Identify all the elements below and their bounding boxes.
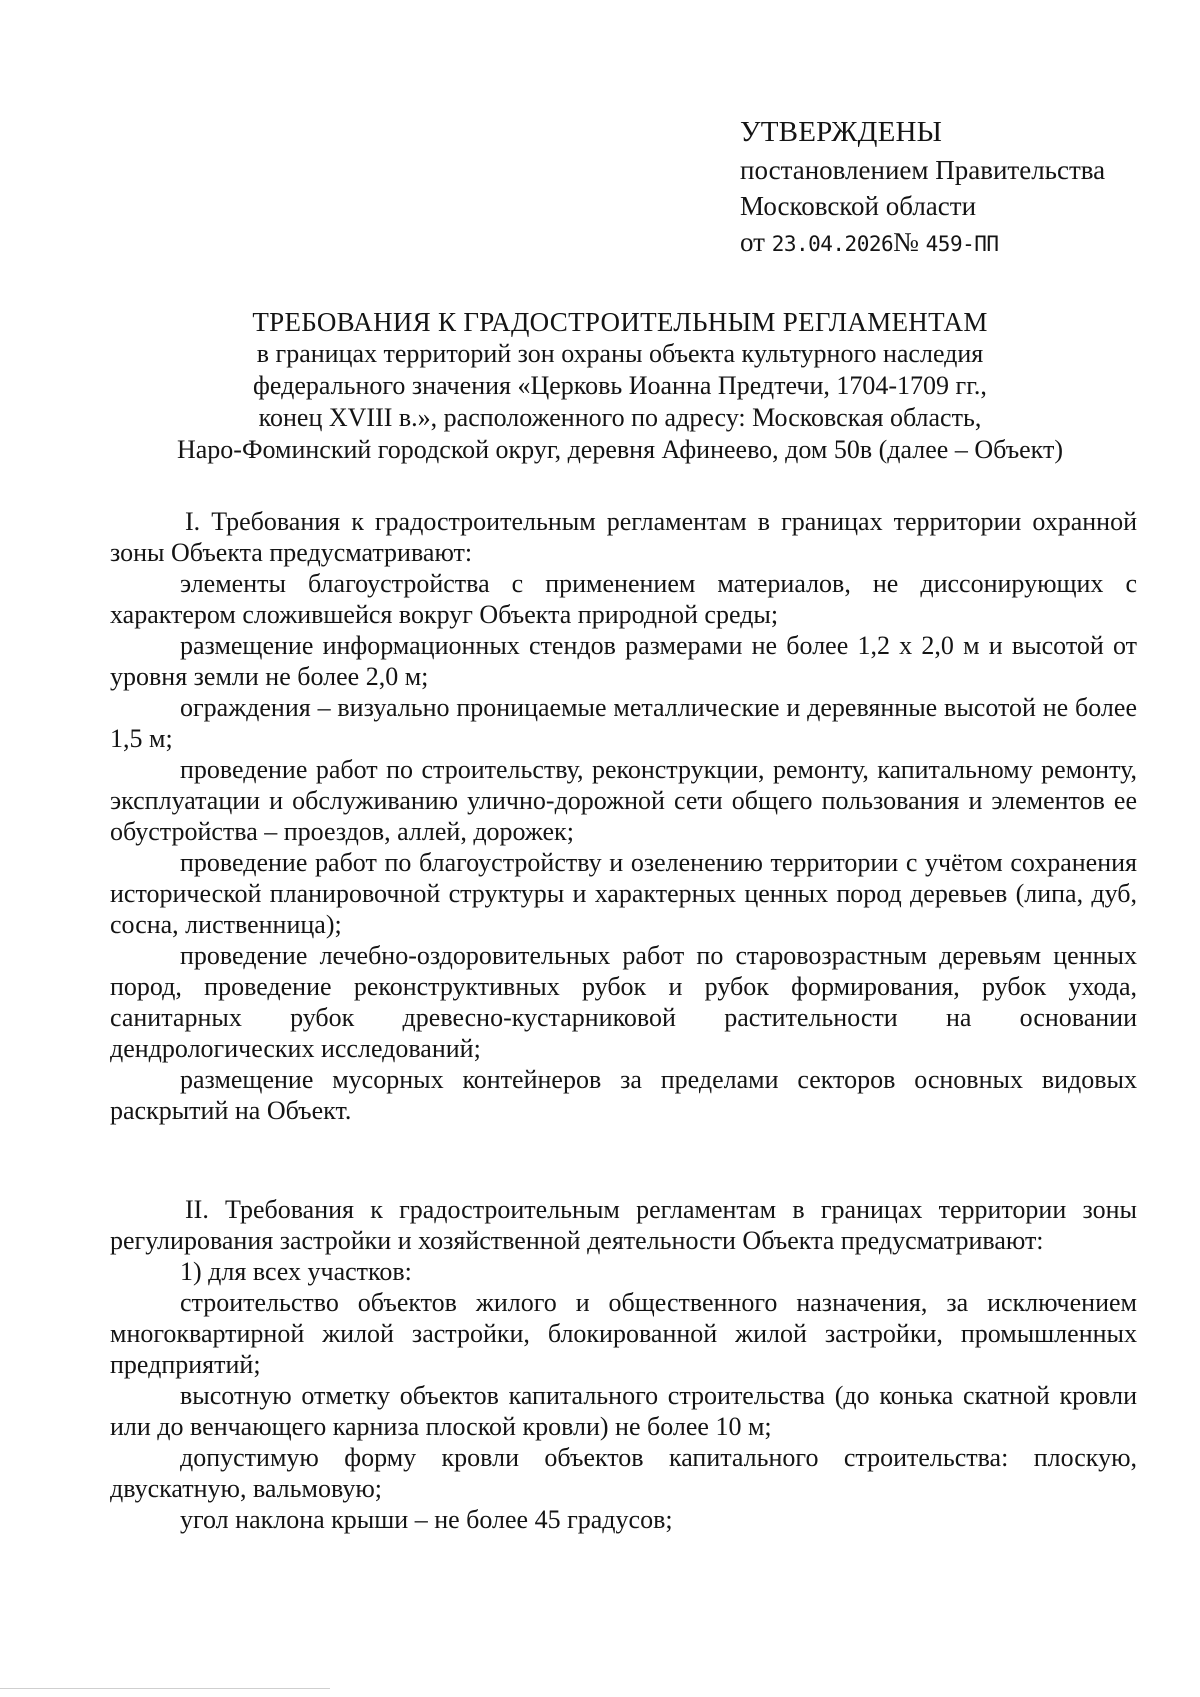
section-1-item: проведение работ по строительству, реконструкции, ремонту, капитальному ремонту, эксплуатации и обслуживанию улично-дорожной сети общего пользования и элементов ее обустройства – проездов, аллей, дорожек; <box>110 755 1137 846</box>
approval-number-sign: № <box>893 227 919 257</box>
section-1-item: проведение лечебно-оздоровительных работ по старовозрастным деревьям ценных пород, проведение реконструктивных рубок и рубок формирования, рубок ухода, санитарных рубок древесно-кустарниковой растительности на основании дендрологических исследований; <box>110 941 1137 1063</box>
approval-date-prefix: от <box>740 227 765 257</box>
approval-date-line <box>740 224 1160 262</box>
page-bottom-rule <box>0 1688 330 1689</box>
title-line-4: Наро-Фоминский городской округ, деревня Афинеево, дом 50в (далее – Объект) <box>176 435 1063 464</box>
document-title <box>120 306 1120 466</box>
section-2-item: высотную отметку объектов капитального строительства (до конька скатной кровли или до венчающего карниза плоской кровли) не более 10 м; <box>110 1381 1137 1441</box>
section-1-item: размещение мусорных контейнеров за пределами секторов основных видовых раскрытий на Объект. <box>110 1065 1137 1125</box>
section-1 <box>110 506 1137 1126</box>
section-1-item: проведение работ по благоустройству и озеленению территории с учётом сохранения исторической планировочной структуры и характерных ценных пород деревьев (липа, дуб, сосна, лиственница); <box>110 848 1137 939</box>
section-1-item: элементы благоустройства с применением материалов, не диссонирующих с характером сложившейся вокруг Объекта природной среды; <box>110 569 1137 629</box>
section-1-intro: I. Требования к градостроительным регламентам в границах территории охранной зоны Объекта предусматривают: <box>110 507 1137 567</box>
section-2-subheading: 1) для всех участков: <box>180 1257 412 1286</box>
section-2 <box>110 1194 1137 1535</box>
approval-date: 23.04.2026 <box>771 232 894 256</box>
approval-line-2: Московской области <box>740 191 977 221</box>
title-line-1: в границах территорий зон охраны объекта культурного наследия <box>256 339 984 368</box>
section-2-item: допустимую форму кровли объектов капитального строительства: плоскую, двускатную, вальмовую; <box>110 1443 1137 1503</box>
approval-line-1: постановлением Правительства <box>740 155 1106 185</box>
approval-stamp <box>740 112 1160 262</box>
title-line-2: федерального значения «Церковь Иоанна Предтечи, 1704-1709 гг., <box>253 371 987 400</box>
section-1-item: ограждения – визуально проницаемые металлические и деревянные высотой не более 1,5 м; <box>110 693 1137 753</box>
section-2-intro: II. Требования к градостроительным регламентам в границах территории зоны регулирования застройки и хозяйственной деятельности Объекта предусматривают: <box>110 1195 1137 1255</box>
section-2-item: угол наклона крыши – не более 45 градусов; <box>180 1505 673 1534</box>
title-main: ТРЕБОВАНИЯ К ГРАДОСТРОИТЕЛЬНЫМ РЕГЛАМЕНТАМ <box>252 307 988 337</box>
section-1-item: размещение информационных стендов размерами не более 1,2 х 2,0 м и высотой от уровня земли не более 2,0 м; <box>110 631 1137 691</box>
section-2-item: строительство объектов жилого и общественного назначения, за исключением многоквартирной жилой застройки, блокированной жилой застройки, промышленных предприятий; <box>110 1288 1137 1379</box>
approval-heading: УТВЕРЖДЕНЫ <box>740 116 943 148</box>
approval-number: 459-ПП <box>925 232 999 256</box>
title-line-3: конец XVIII в.», расположенного по адресу: Московская область, <box>258 403 982 432</box>
